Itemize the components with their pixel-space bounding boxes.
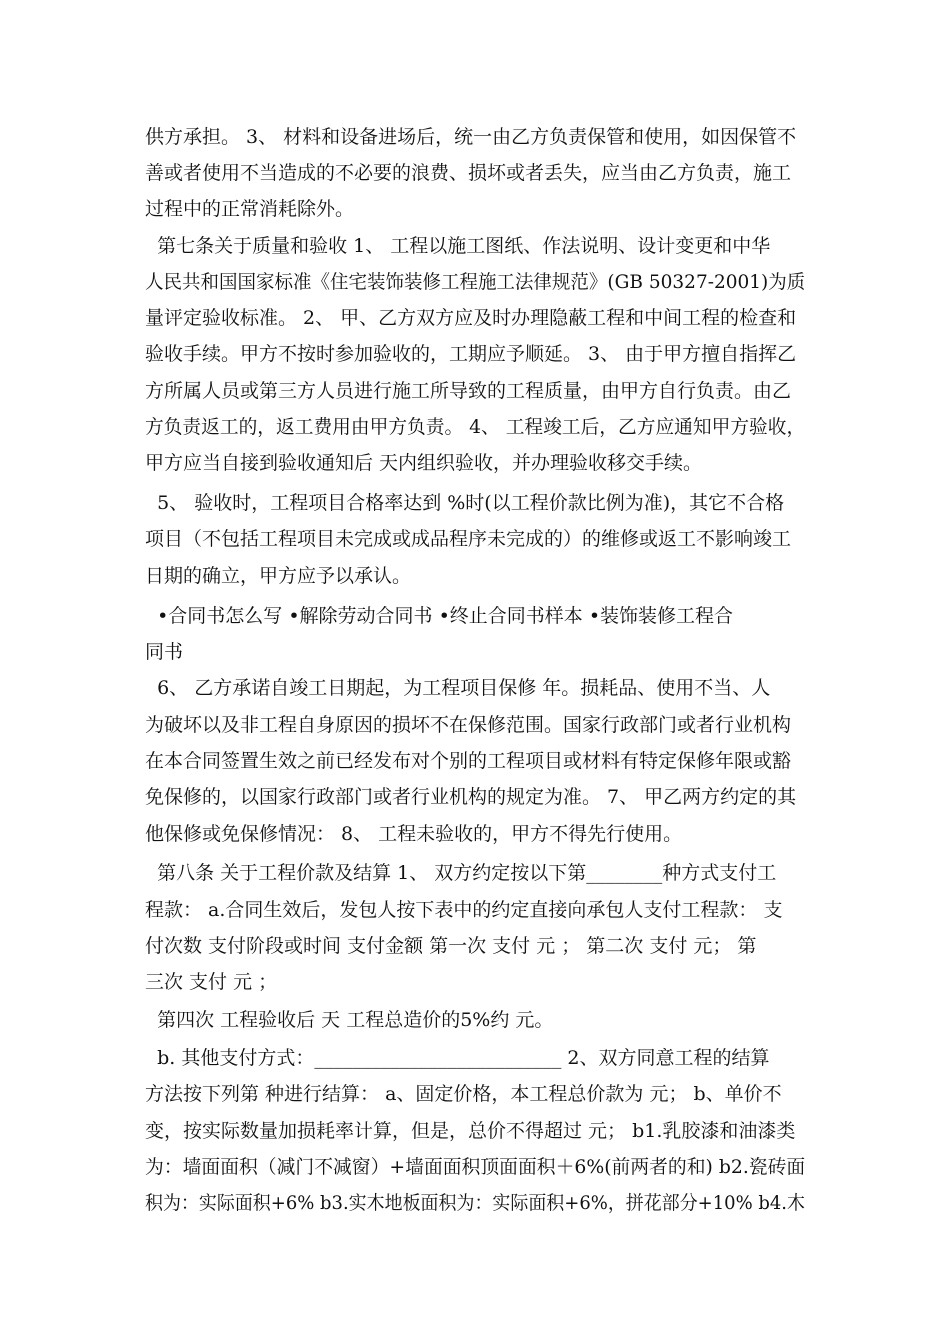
text-line: 甲方应当自接到验收通知后 天内组织验收，并办理验收移交手续。	[145, 452, 703, 474]
text-line: 在本合同签置生效之前已经发布对个别的工程项目或材料有特定保修年限或豁	[145, 750, 792, 772]
related-links-line[interactable]: 同书	[145, 641, 184, 663]
text-line: 第四次 工程验收后 天 工程总造价的5%约 元。	[145, 1009, 554, 1031]
text-line: 为破坏以及非工程自身原因的损坏不在保修范围。国家行政部门或者行业机构	[145, 714, 792, 736]
text-line: 项目（不包括工程项目未完成或成品程序未完成的）的维修或返工不影响竣工	[145, 528, 792, 550]
text-line: 第八条 关于工程价款及结算 1、 双方约定按以下第________种方式支付工	[145, 862, 777, 884]
text-line: 人民共和国国家标准《住宅装饰装修工程施工法律规范》(GB 50327-2001)为质	[145, 271, 806, 293]
text-line: 方法按下列第 种进行结算： a、固定价格，本工程总价款为 元； b、单价不	[145, 1083, 782, 1105]
text-line: 日期的确立，甲方应予以承认。	[145, 565, 412, 587]
text-line: 验收手续。甲方不按时参加验收的，工期应予顺延。 3、 由于甲方擅自指挥乙	[145, 343, 797, 365]
text-line: 付次数 支付阶段或时间 支付金额 第一次 支付 元 ； 第二次 支付 元； 第	[145, 935, 757, 957]
text-line: 6、 乙方承诺自竣工日期起，为工程项目保修 年。损耗品、使用不当、人	[145, 677, 771, 699]
text-line: b. 其他支付方式：__________________________ 2、双方同意工程的结算	[145, 1047, 770, 1069]
text-line: 积为：实际面积+6% b3.实木地板面积为：实际面积+6%，拼花部分+10% b4.木	[145, 1192, 805, 1214]
text-line: 过程中的正常消耗除外。	[145, 198, 355, 220]
text-line: 量评定验收标准。 2、 甲、乙方双方应及时办理隐蔽工程和中间工程的检查和	[145, 307, 797, 329]
text-line: 第七条关于质量和验收 1、 工程以施工图纸、作法说明、设计变更和中华	[145, 235, 771, 257]
text-line: 他保修或免保修情况： 8、 工程未验收的，甲方不得先行使用。	[145, 823, 683, 845]
text-line: 方负责返工的，返工费用由甲方负责。 4、 工程竣工后，乙方应通知甲方验收，	[145, 416, 806, 438]
related-links-line[interactable]: •合同书怎么写 •解除劳动合同书 •终止合同书样本 •装饰装修工程合	[145, 605, 734, 627]
text-line: 善或者使用不当造成的不必要的浪费、损坏或者丢失，应当由乙方负责，施工	[145, 162, 792, 184]
text-line: 供方承担。 3、 材料和设备进场后，统一由乙方负责保管和使用，如因保管不	[145, 126, 797, 148]
text-line: 程款： a.合同生效后，发包人按下表中的约定直接向承包人支付工程款： 支	[145, 899, 783, 921]
text-line: 变，按实际数量加损耗率计算，但是，总价不得超过 元； b1.乳胶漆和油漆类	[145, 1120, 796, 1142]
text-line: 为：墙面面积（减门不减窗）+墙面面积顶面面积＋6%(前两者的和) b2.瓷砖面	[145, 1156, 806, 1178]
text-line: 5、 验收时，工程项目合格率达到 %时(以工程价款比例为准)，其它不合格	[145, 492, 785, 514]
text-line: 免保修的，以国家行政部门或者行业机构的规定为准。 7、 甲乙两方约定的其	[145, 786, 797, 808]
text-line: 三次 支付 元 ；	[145, 971, 278, 993]
text-line: 方所属人员或第三方人员进行施工所导致的工程质量，由甲方自行负责。由乙	[145, 380, 792, 402]
